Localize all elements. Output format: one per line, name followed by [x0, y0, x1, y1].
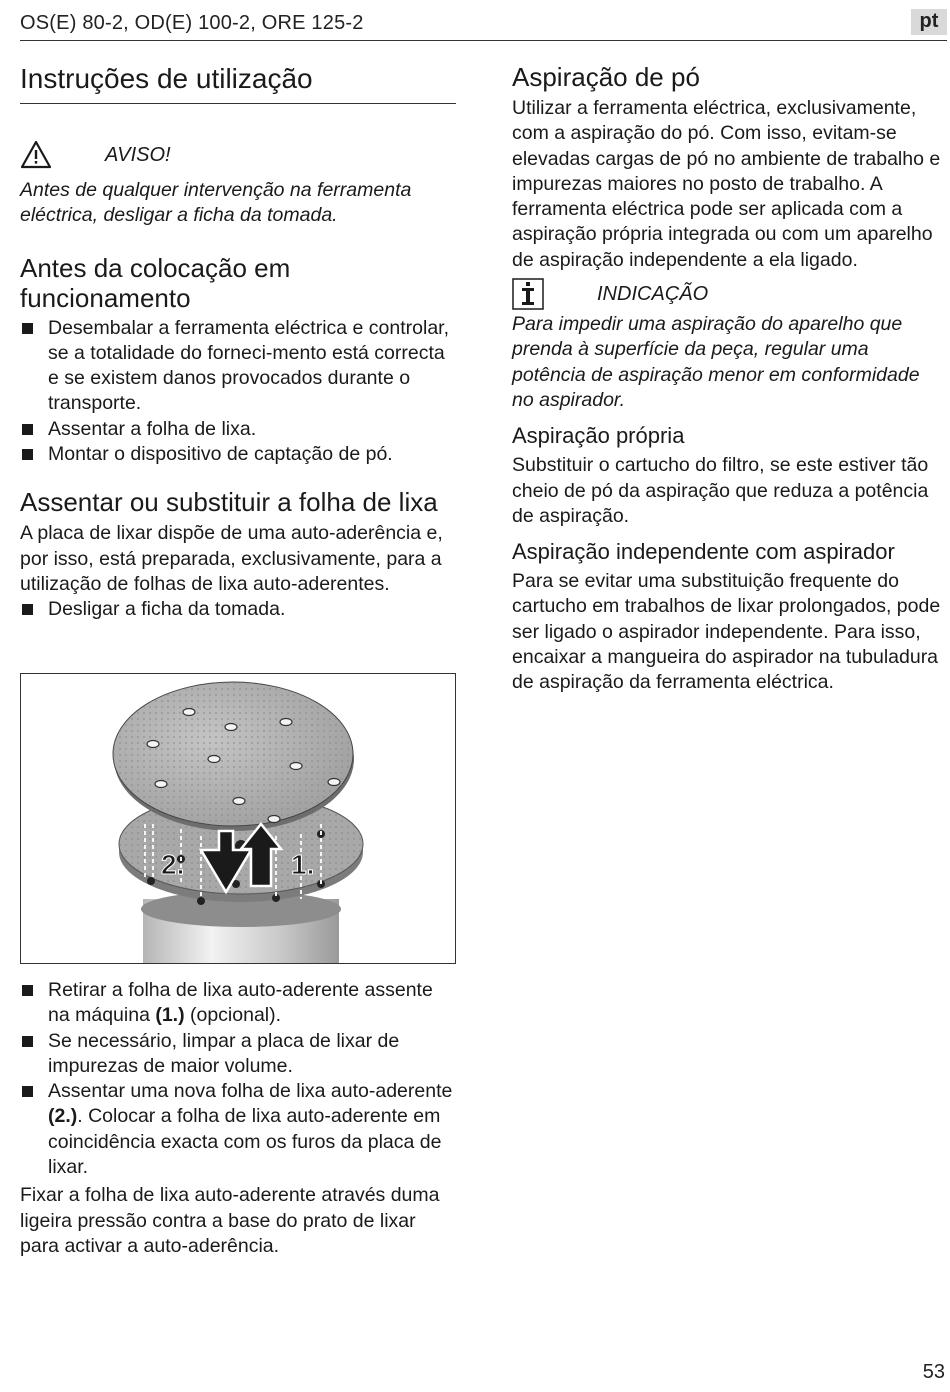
dust-extraction-paragraph: Utilizar a ferramenta eléctrica, exclusivamente, com a aspiração do pó. Com isso, evitam-se elevadas cargas de pó no ambiente de trabalho e impurezas maiores no posto de trabalho. A ferramenta eléctrica pode ser aplicada com a aspiração própria integrada ou com um aparelho de aspiração independente a ela ligado.: [512, 97, 941, 271]
independent-extraction-paragraph: Para se evitar uma substituição frequente do cartucho em trabalhos de lixar prolongados, pode ser ligado o aspirador independente. Para isso, encaixar a mangueira do aspirador na tubuladura de aspiração da ferramenta eléctrica.: [512, 570, 941, 694]
section-heading-dust-extraction: Aspiração de pó: [512, 62, 700, 92]
steps-list: [20, 978, 456, 1180]
list-item: Assentar a folha de lixa.: [20, 417, 456, 442]
page-title: Instruções de utilização: [20, 60, 456, 104]
info-icon: [512, 278, 544, 310]
sanding-pad-illustration: [20, 673, 456, 964]
square-bullet-icon: [22, 424, 33, 435]
figure-label-1: 1.: [291, 849, 315, 880]
square-bullet-icon: [22, 323, 33, 334]
warning-text: Antes de qualquer intervenção na ferramenta eléctrica, desligar a ficha da tomada.: [20, 179, 412, 227]
sanding-sheet-list: [20, 597, 456, 622]
list-item: Retirar a folha de lixa auto-aderente assente na máquina (1.) (opcional).: [20, 978, 456, 1029]
square-bullet-icon: [22, 1086, 33, 1097]
section-heading-sanding-sheet: Assentar ou substituir a folha de lixa: [20, 487, 438, 518]
note-text: Para impedir uma aspiração do aparelho que prenda à superfície da peça, regular uma potência de aspiração menor em conformidade no aspirador.: [512, 313, 920, 411]
square-bullet-icon: [22, 1036, 33, 1047]
square-bullet-icon: [22, 604, 33, 615]
document-header-title: OS(E) 80-2, OD(E) 100-2, ORE 125-2: [20, 12, 364, 34]
note-header: [512, 278, 946, 310]
language-badge: pt: [911, 9, 947, 35]
list-item: Se necessário, limpar a placa de lixar de impurezas de maior volume.: [20, 1029, 456, 1080]
before-use-list: [20, 316, 456, 468]
square-bullet-icon: [22, 449, 33, 460]
left-column: [20, 60, 456, 623]
section-heading-own-extraction: Aspiração própria: [512, 423, 685, 449]
list-item: Desligar a ficha da tomada.: [20, 597, 456, 622]
list-item: Desembalar a ferramenta eléctrica e controlar, se a totalidade do forneci-mento está correcta e se existem danos provocados durante o transporte.: [20, 316, 456, 417]
right-column: [512, 60, 946, 696]
warning-header: [20, 140, 456, 170]
sanding-sheet-paragraph: A placa de lixar dispõe de uma auto-aderência e, por isso, está preparada, exclusivamente, para a utilização de folhas de lixa auto-aderentes.: [20, 522, 443, 595]
list-item: Assentar uma nova folha de lixa auto-aderente (2.). Colocar a folha de lixa auto-aderente em coincidência exacta com os furos da placa de lixar.: [20, 1079, 456, 1180]
note-label: INDICAÇÃO: [597, 282, 709, 305]
warning-label: AVISO!: [105, 143, 171, 166]
figure-label-2: 2.: [161, 849, 185, 880]
header-rule: [20, 40, 947, 41]
closing-paragraph: Fixar a folha de lixa auto-aderente através duma ligeira pressão contra a base do prato de lixar para activar a auto-aderência.: [20, 1184, 440, 1257]
own-extraction-paragraph: Substituir o cartucho do filtro, se este estiver tão cheio de pó da aspiração que reduza a potência de aspiração.: [512, 454, 929, 527]
section-heading-before-use: Antes da colocação em funcionamento: [20, 252, 291, 313]
warning-triangle-icon: [20, 140, 54, 170]
list-item: Montar o dispositivo de captação de pó.: [20, 442, 456, 467]
square-bullet-icon: [22, 985, 33, 996]
left-column-lower: [20, 978, 456, 1259]
page-number: 53: [922, 1361, 945, 1383]
section-heading-independent-extraction: Aspiração independente com aspirador: [512, 539, 895, 565]
